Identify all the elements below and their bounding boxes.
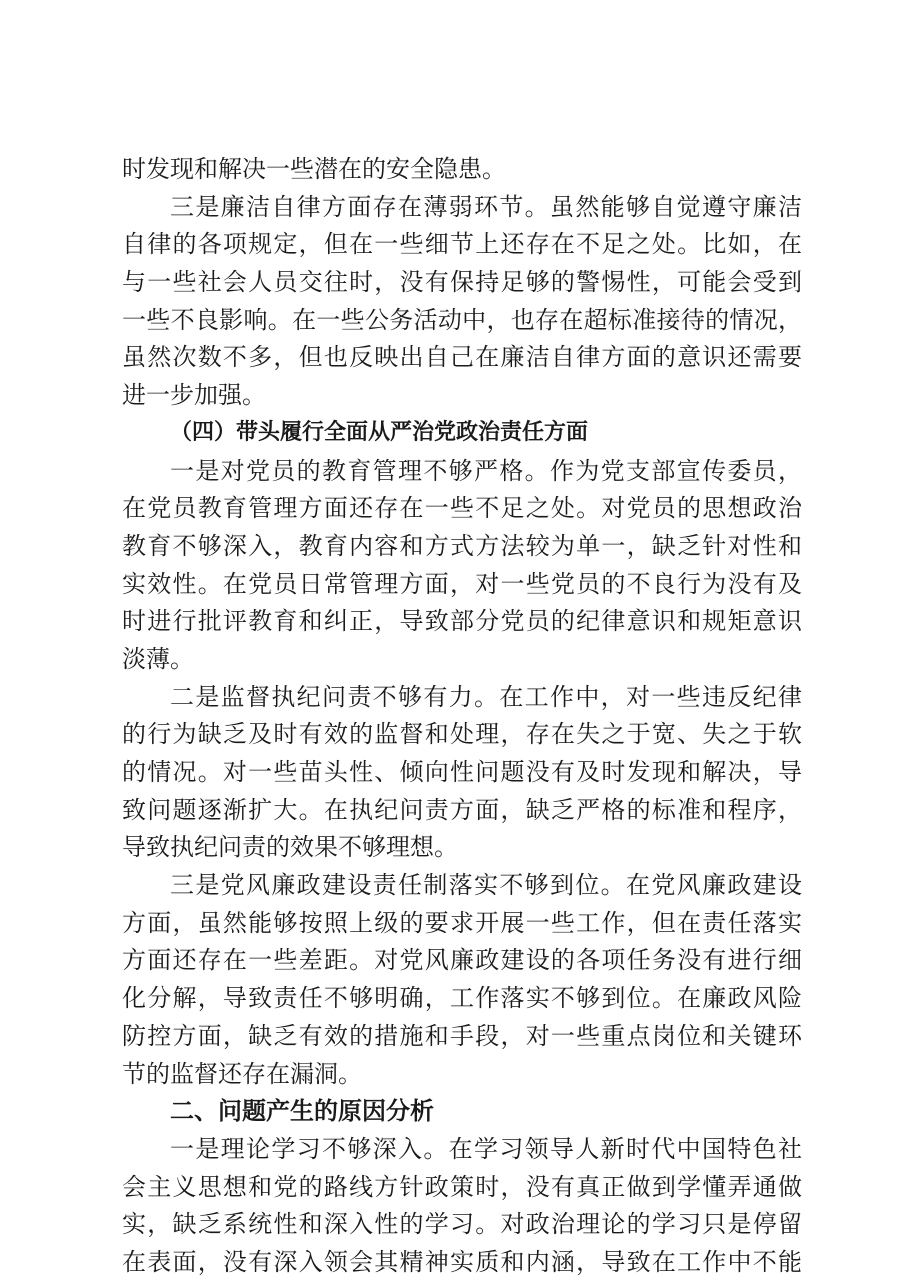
paragraph-line: 一是理论学习不够深入。在学习领导人新时代中国特色社 xyxy=(170,1135,802,1163)
paragraph-line: 一是对党员的教育管理不够严格。作为党支部宣传委员， xyxy=(170,457,802,485)
paragraph-line: 方面还存在一些差距。对党风廉政建设的各项任务没有进行细 xyxy=(122,946,802,974)
paragraph-line: 虽然次数不多，但也反映出自己在廉洁自律方面的意识还需要 xyxy=(122,343,802,371)
paragraph-line: 化分解，导致责任不够明确，工作落实不够到位。在廉政风险 xyxy=(122,984,802,1012)
paragraph-line: 会主义思想和党的路线方针政策时，没有真正做到学懂弄通做 xyxy=(122,1173,802,1201)
section-heading: 二、问题产生的原因分析 xyxy=(170,1097,434,1125)
paragraph-line: 淡薄。 xyxy=(122,645,194,673)
paragraph-line: 与一些社会人员交往时，没有保持足够的警惕性，可能会受到 xyxy=(122,268,802,296)
paragraph-line: 进一步加强。 xyxy=(122,381,266,409)
paragraph-line: 一些不良影响。在一些公务活动中，也存在超标准接待的情况， xyxy=(122,306,802,334)
paragraph-line: 自律的各项规定，但在一些细节上还存在不足之处。比如，在 xyxy=(122,230,802,258)
paragraph-line: 三是廉洁自律方面存在薄弱环节。虽然能够自觉遵守廉洁 xyxy=(170,193,802,221)
paragraph-line: 在表面，没有深入领会其精神实质和内涵，导致在工作中不能 xyxy=(122,1248,802,1276)
paragraph-line: 二是监督执纪问责不够有力。在工作中，对一些违反纪律 xyxy=(170,683,802,711)
paragraph-line: 节的监督还存在漏洞。 xyxy=(122,1060,362,1088)
paragraph-line: 致问题逐渐扩大。在执纪问责方面，缺乏严格的标准和程序， xyxy=(122,796,802,824)
paragraph-line: 方面，虽然能够按照上级的要求开展一些工作，但在责任落实 xyxy=(122,909,802,937)
paragraph-line: 三是党风廉政建设责任制落实不够到位。在党风廉政建设 xyxy=(170,871,802,899)
paragraph-line: 时进行批评教育和纠正，导致部分党员的纪律意识和规矩意识 xyxy=(122,607,802,635)
paragraph-line: 的情况。对一些苗头性、倾向性问题没有及时发现和解决，导 xyxy=(122,758,802,786)
paragraph-line: 教育不够深入，教育内容和方式方法较为单一，缺乏针对性和 xyxy=(122,532,802,560)
paragraph-line: 实效性。在党员日常管理方面，对一些党员的不良行为没有及 xyxy=(122,570,802,598)
paragraph-line: 防控方面，缺乏有效的措施和手段，对一些重点岗位和关键环 xyxy=(122,1022,802,1050)
paragraph-line: 在党员教育管理方面还存在一些不足之处。对党员的思想政治 xyxy=(122,494,802,522)
section-subheading: （四）带头履行全面从严治党政治责任方面 xyxy=(170,420,589,445)
paragraph-line: 实，缺乏系统性和深入性的学习。对政治理论的学习只是停留 xyxy=(122,1210,802,1238)
paragraph-line: 导致执纪问责的效果不够理想。 xyxy=(122,833,458,861)
paragraph-line: 时发现和解决一些潜在的安全隐患。 xyxy=(122,155,506,183)
paragraph-line: 的行为缺乏及时有效的监督和处理，存在失之于宽、失之于软 xyxy=(122,720,802,748)
